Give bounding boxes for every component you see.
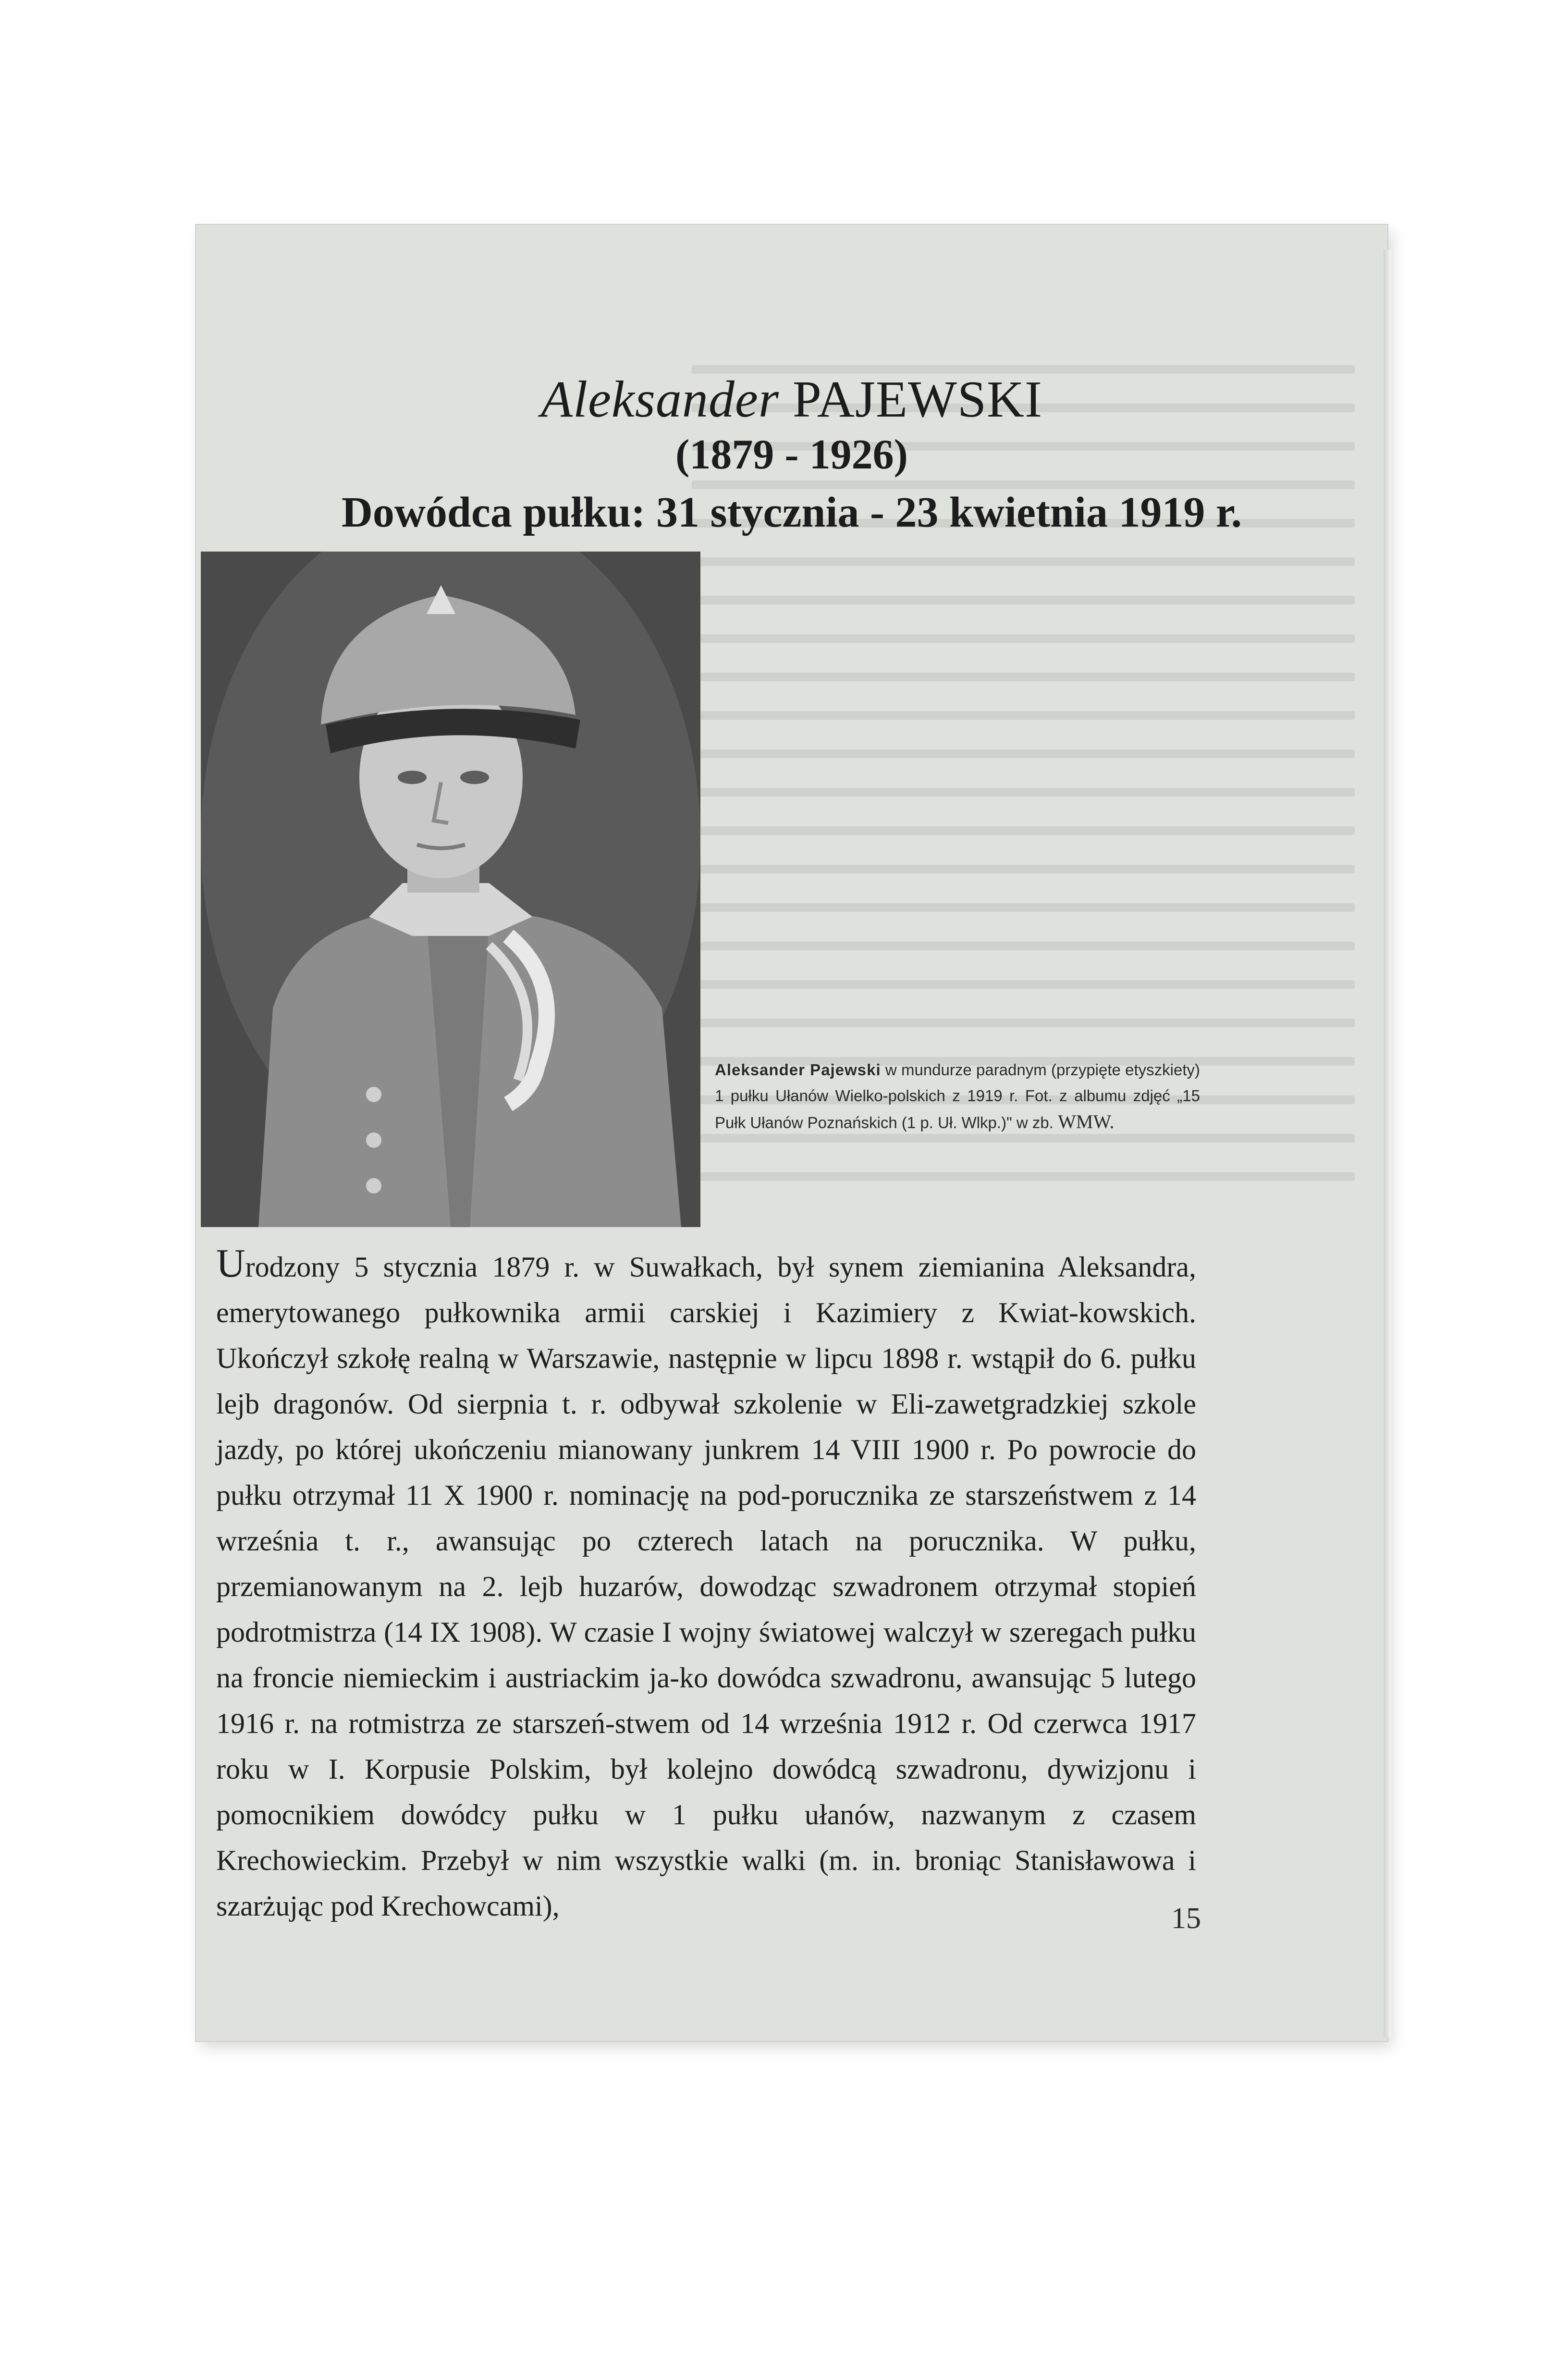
photo-caption xyxy=(715,1057,1200,1136)
role-subtitle: Dowódca pułku: 31 stycznia - 23 kwietnia 1919 r. xyxy=(341,489,1242,536)
caption-text: w mundurze paradnym (przypięte etyszkiety) 1 pułku Ułanów Wielko-polskich z 1919 r. Fot. z albumu zdjęć „15 Pułk Ułanów Poznańskich (1 p. Uł. Wlkp.)" w zb. xyxy=(715,1061,1200,1131)
caption-name: Aleksander Pajewski xyxy=(715,1061,881,1079)
drop-cap: U xyxy=(216,1241,245,1286)
surname: PAJEWSKI xyxy=(792,371,1042,428)
life-years: (1879 - 1926) xyxy=(675,431,908,478)
first-name: Aleksander xyxy=(541,371,779,428)
person-name xyxy=(196,370,1387,430)
biography-paragraph xyxy=(216,1241,1196,1929)
biography-text: rodzony 5 stycznia 1879 r. w Suwałkach, był synem ziemianina Aleksandra, emerytowanego pułkownika armii carskiej i Kazimiery z Kwiat-kowskich. Ukończył szkołę realną w Warszawie, następnie w lipcu 1898 r. wstąpił do 6. pułku lejb dragonów. Od sierpnia t. r. odbywał szkolenie w Eli-zawetgradzkiej szkole jazdy, po której ukończeniu mianowany junkrem 14 VIII 1900 r. Po powrocie do pułku otrzymał 11 X 1900 r. nominację na pod-porucznika ze starszeństwem z 14 września t. r., awansując po czterech latach na porucznika. W pułku, przemianowanym na 2. lejb huzarów, dowodząc szwadronem otrzymał stopień podrotmistrza (14 IX 1908). W czasie I wojny światowej walczył w szeregach pułku na froncie niemieckim i austriackim ja-ko dowódca szwadronu, awansując 5 lutego 1916 r. na rotmistrza ze starszeń-stwem od 14 września 1912 r. Od czerwca 1917 roku w I. Korpusie Polskim, był kolejno dowódcą szwadronu, dywizjonu i pomocnikiem dowódcy pułku w 1 pułku ułanów, nazwanym z czasem Krechowieckim. Przebył w nim wszystkie walki (m. in. broniąc Stanisławowa i szarżując pod Krechowcami), xyxy=(216,1251,1196,1922)
page-number: 15 xyxy=(1171,1902,1201,1935)
portrait-photo xyxy=(201,552,700,1227)
caption-source: WMW. xyxy=(1058,1111,1115,1132)
portrait-illustration xyxy=(201,552,700,1227)
